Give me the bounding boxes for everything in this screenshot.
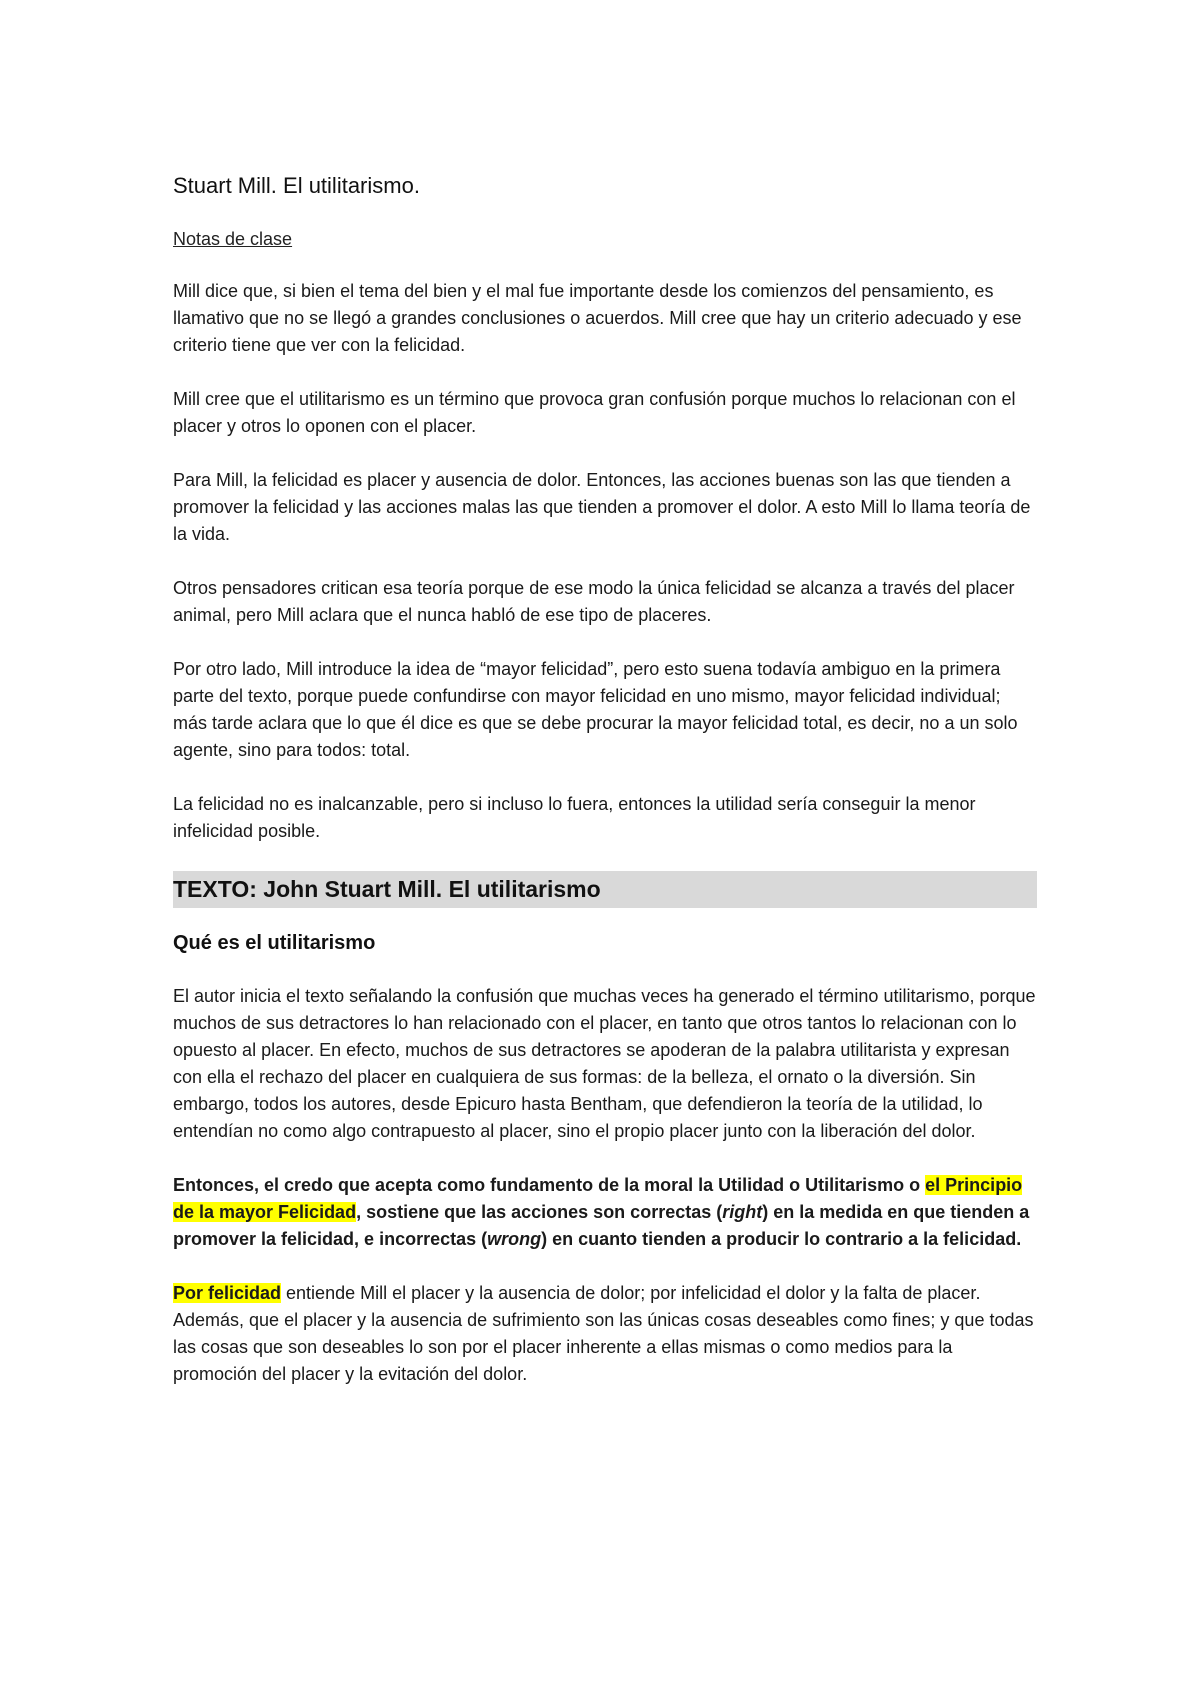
sub-heading: Qué es el utilitarismo bbox=[173, 932, 376, 954]
notes-label: Notas de clase bbox=[173, 229, 293, 249]
notes-paragraph-4: Otros pensadores critican esa teoría porque de ese modo la única felicidad se alcanza a través del placer animal, pero Mill aclara que el nunca habló de ese tipo de placeres. bbox=[173, 578, 1015, 625]
notes-paragraph-2: Mill cree que el utilitarismo es un término que provoca gran confusión porque muchos lo relacionan con el placer y otros lo oponen con el placer. bbox=[173, 389, 1016, 436]
document-title: Stuart Mill. El utilitarismo. bbox=[173, 173, 420, 198]
happiness-highlight: Por felicidad bbox=[173, 1283, 282, 1303]
notes-paragraph-3: Para Mill, la felicidad es placer y ausencia de dolor. Entonces, las acciones buenas son las que tienden a promover la felicidad y las acciones malas las que tienden a promover el dolor. A esto Mill lo llama teoría de la vida. bbox=[173, 470, 1031, 544]
principle-paragraph bbox=[173, 1172, 1037, 1253]
happiness-paragraph bbox=[173, 1280, 1037, 1388]
happiness-text: entiende Mill el placer y la ausencia de dolor; por infelicidad el dolor y la falta de placer. Además, que el placer y la ausencia de sufrimiento son las únicas cosas deseables como fines; y que todas las cosas que son deseables lo son por el placer inherente a ellas mismas o como medios para la promoción del placer y la evitación del dolor. bbox=[173, 1283, 1034, 1384]
document-page bbox=[173, 172, 1037, 1388]
principle-italic-wrong: wrong bbox=[487, 1229, 542, 1249]
principle-text-4: ) en cuanto tienden a producir lo contrario a la felicidad. bbox=[541, 1229, 1022, 1249]
principle-text-1: Entonces, el credo que acepta como fundamento de la moral la Utilidad o Utilitarismo o bbox=[173, 1175, 926, 1195]
principle-italic-right: right bbox=[722, 1202, 763, 1222]
principle-highlight: el Principio de la mayor Felicidad bbox=[173, 1175, 1023, 1222]
section-heading: TEXTO: John Stuart Mill. El utilitarismo bbox=[173, 871, 1037, 908]
principle-text-2: , sostiene que las acciones son correctas ( bbox=[356, 1202, 723, 1222]
notes-paragraph-5: Por otro lado, Mill introduce la idea de “mayor felicidad”, pero esto suena todavía ambiguo en la primera parte del texto, porque puede confundirse con mayor felicidad en uno mismo, mayor felicidad individual; más tarde aclara que lo que él dice es que se debe procurar la mayor felicidad total, es decir, no a un solo agente, sino para todos: total. bbox=[173, 659, 1018, 760]
notes-paragraph-1: Mill dice que, si bien el tema del bien y el mal fue importante desde los comienzos del pensamiento, es llamativo que no se llegó a grandes conclusiones o acuerdos. Mill cree que hay un criterio adecuado y ese criterio tiene que ver con la felicidad. bbox=[173, 281, 1022, 355]
text-paragraph: El autor inicia el texto señalando la confusión que muchas veces ha generado el término utilitarismo, porque muchos de sus detractores lo han relacionado con el placer, en tanto que otros tantos lo relacionan con lo opuesto al placer. En efecto, muchos de sus detractores se apoderan de la palabra utilitarista y expresan con ella el rechazo del placer en cualquiera de sus formas: de la belleza, el ornato o la diversión. Sin embargo, todos los autores, desde Epicuro hasta Bentham, que defendieron la teoría de la utilidad, lo entendían no como algo contrapuesto al placer, sino el propio placer junto con la liberación del dolor. bbox=[173, 986, 1036, 1141]
principle-text-3: ) en la medida en que tienden a promover la felicidad, e incorrectas ( bbox=[173, 1202, 1030, 1249]
notes-paragraph-6: La felicidad no es inalcanzable, pero si incluso lo fuera, entonces la utilidad sería conseguir la menor infelicidad posible. bbox=[173, 794, 976, 841]
